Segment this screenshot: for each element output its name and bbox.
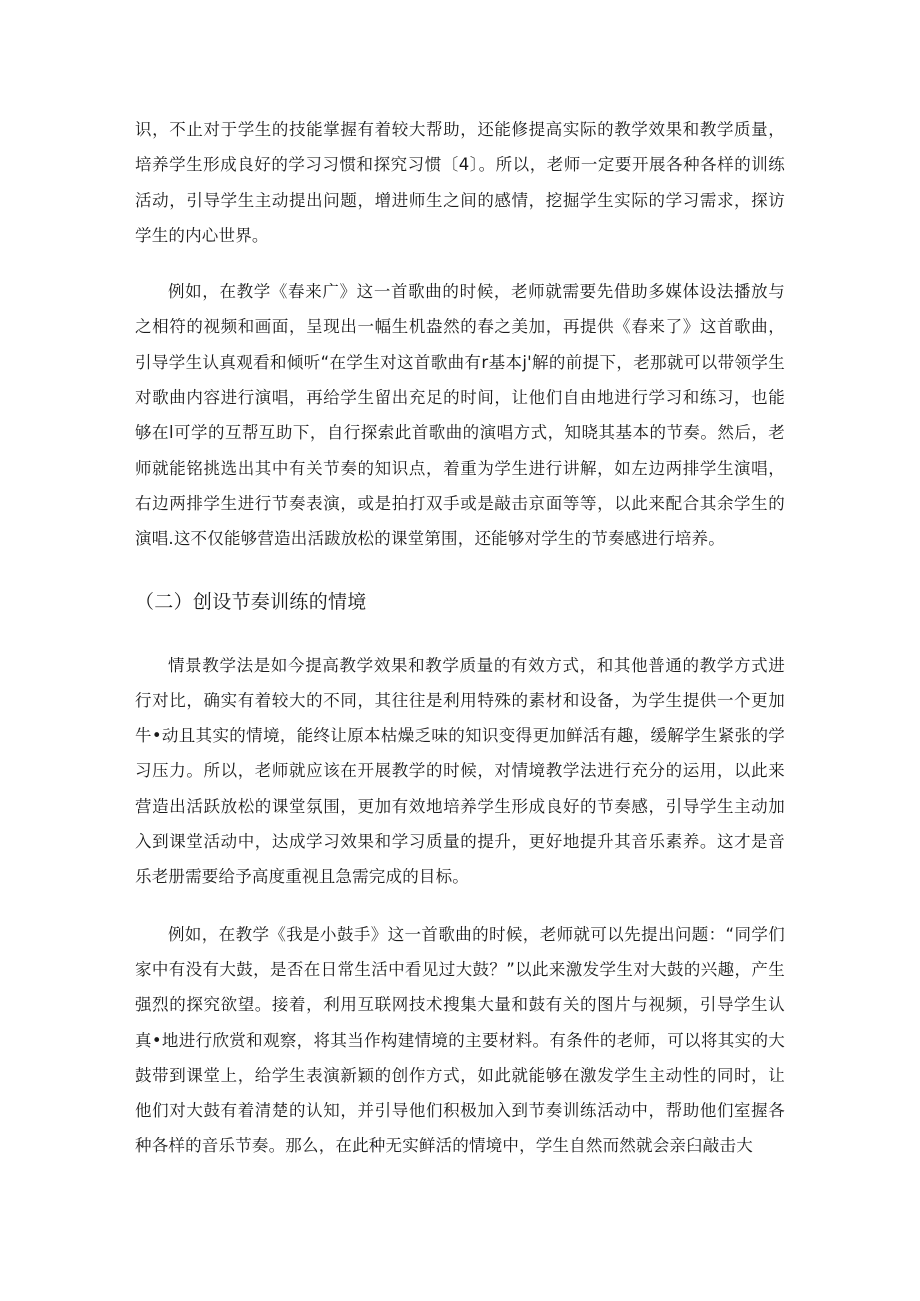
paragraph-intro-continuation: 识，不止对于学生的技能掌握有着较大帮助，还能修提高实际的教学效果和教学质量，培养学生形成良好的学习习惯和探究习惯〔4〕。所以，老师一定要开展各种各样的训练活动，引导学生主动提出问题，增进师生之间的感情，挖掘学生实际的学习需求，探访学生的内心世界。 [135,120,785,245]
paragraph-situational-teaching: 情景教学法是如今提高教学效果和教学质量的有效方式，和其他普通的教学方式进行对比，确实有着较大的不同，其往往是利用特殊的素材和设备，为学生提供一个更加牛•动且其实的情境，能终让原本枯燥乏味的知识变得更加鲜活有趣，缓解学生紧张的学习压力。所以，老师就应该在开展教学的时候，对情境教学法进行充分的运用，以此来营造出活跃放松的课堂氛围，更加有效地培养学生形成良好的节奏感，引导学生主动加入到课堂活动中，达成学习效果和学习质量的提升，更好地提升其音乐素养。这才是音乐老册需要给予高度重视且急需完成的目标。 [135,655,785,887]
section-heading: （二）创设节奏训练的情境 [135,590,367,613]
paragraph-example-drummer: 例如，在教学《我是小鼓手》这一首歌曲的时候，老师就可以先提出问题：“同学们家中有没有大鼓，是否在日常生活中看见过大鼓？”以此来激发学生对大鼓的兴趣，产生强烈的探究欲望。接着，利用互联网技术搜集大量和鼓有关的图片与视频，引导学生认真•地进行欣赏和观察，将其当作构建情境的主要材料。有条件的老师，可以将其实的大鼓带到课堂上，给学生表演新颖的创作方式，如此就能够在激发学生主动性的同时，让他们对大鼓有着清楚的认知，并引导他们积极加入到节奏训练活动中，帮助他们室握各种各样的音乐节奏。那么，在此种无实鲜活的情境中，学生自然而然就会亲臼敲击大 [135,924,785,1156]
paragraph-example-spring: 例如，在教学《春来广》这一首歌曲的时候，老师就需要先借助多媒体设法播放与之相符的视频和画面，呈现出一幅生机盎然的春之美加，再提供《春来了》这首歌曲，引导学生认真观看和倾听“在学生对这首歌曲有r基本j'解的前提下，老那就可以带领学生对歌曲内容进行演唱，再给学生留出充足的时间，让他们自由地进行学习和练习，也能够在l可学的互帮互助下，自行探索此首歌曲的演唱方式，知晓其基本的节奏。然后，老师就能铭挑选出其中有关节奏的知识点，着重为学生进行讲解，如左边两排学生演唱，右边两排学生进行节奏表演，或是拍打双手或是敲击京面等等，以此来配合其余学生的演唱.这不仅能够营造出活跋放松的课堂第围，还能够对学生的节奏感进行培养。 [135,282,785,549]
document-page [135,112,785,1164]
